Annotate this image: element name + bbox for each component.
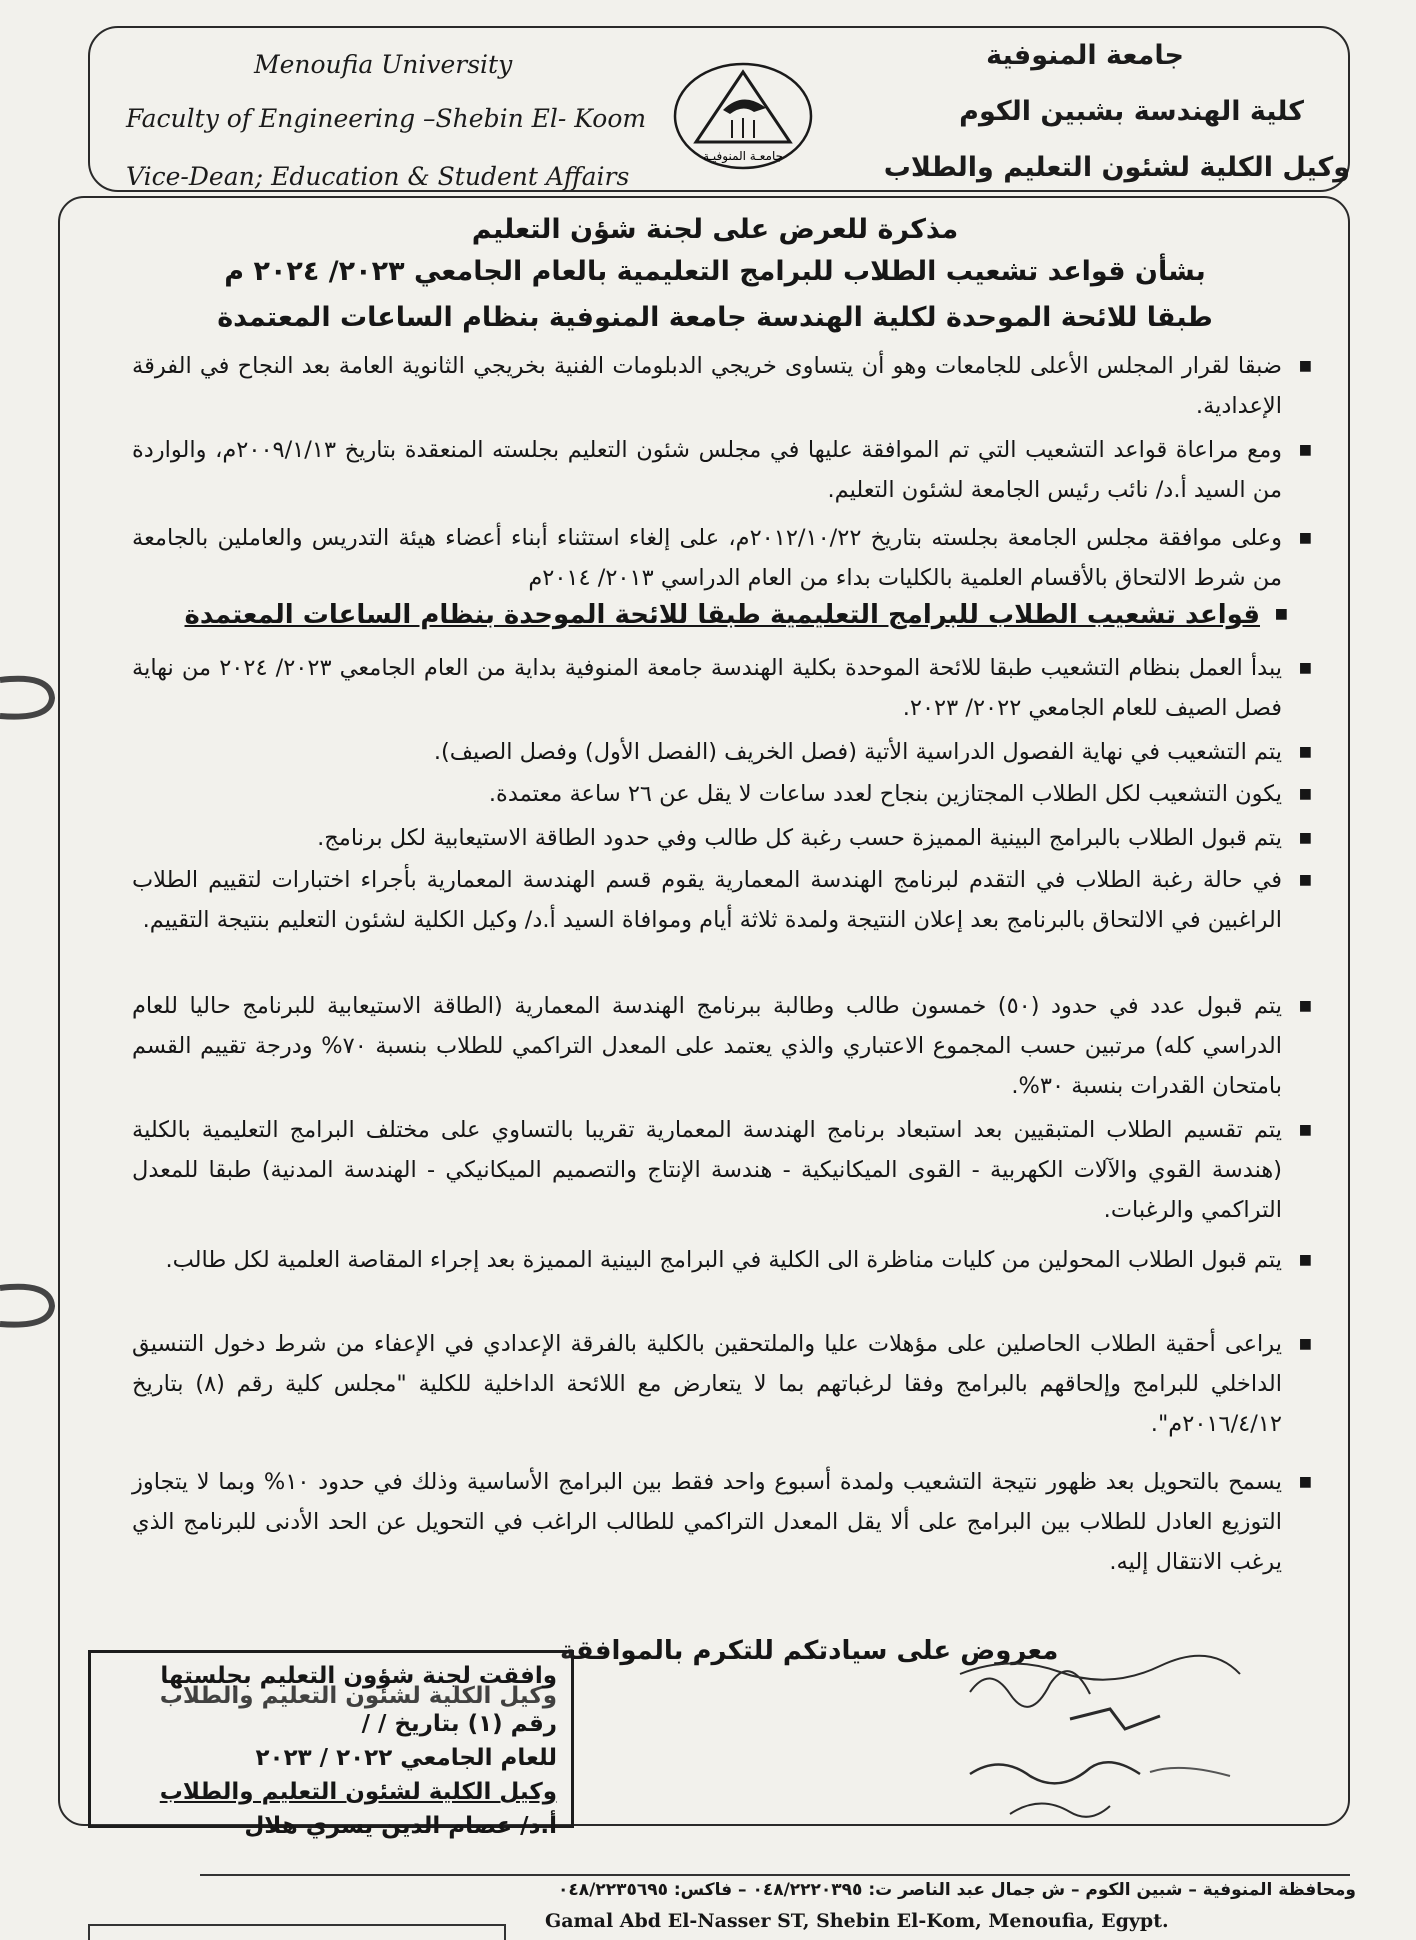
list-item: ■ يراعى أحقية الطلاب الحاصلين على مؤهلات عليا والملتحقين بالكلية بالفرقة الإعدادي في الإعفاء من شرط دخول التنسيق الداخلي للبرامج وإلحاقهم بالبرامج وفقا لرغباتهم بما لا يتعارض مع اللائحة الداخلية للكلية "مجلس كلية رقم (٨) بتاريخ ٢٠١٦/٤/١٢م". <box>132 1324 1282 1444</box>
stamp-line: رقم (١) بتاريخ / / <box>361 1711 557 1737</box>
stamp-line: أ.د/ عصام الدين يسري هلال <box>244 1813 557 1839</box>
university-name-en: Menoufia University <box>254 50 513 79</box>
university-name-ar: جامعة المنوفية <box>986 40 1184 71</box>
vice-dean-title-ar: وكيل الكلية لشئون التعليم والطلاب <box>883 152 1350 183</box>
bullet-icon: ■ <box>1298 660 1312 676</box>
bullet-icon: ■ <box>1298 830 1312 846</box>
bullet-icon: ■ <box>1298 872 1312 888</box>
bullet-icon: ■ <box>1298 442 1312 458</box>
list-item: ■ يكون التشعيب لكل الطلاب المجتازين بنجاح لعدد ساعات لا يقل عن ٢٦ ساعة معتمدة. <box>132 774 1282 814</box>
bullet-icon: ■ <box>1298 1252 1312 1268</box>
footer-divider <box>200 1874 1350 1876</box>
university-logo <box>668 60 818 180</box>
bullet-icon: ■ <box>1298 786 1312 802</box>
bullet-icon: ■ <box>1298 998 1312 1014</box>
bullet-icon: ■ <box>1298 1336 1312 1352</box>
list-item: ■ يتم قبول عدد في حدود (٥٠) خمسون طالب وطالبة ببرنامج الهندسة المعمارية (الطاقة الاستيعابية للبرنامج حاليا للعام الدراسي كله) مرتبين حسب المجموع الاعتباري والذي يعتمد على المعدل التراكمي للطلاب بنسبة ٧٠% ودرجة تقييم القسم بامتحان القدرات بنسبة ٣٠%. <box>132 986 1282 1106</box>
logo-caption: جامعـة المنوفيـة <box>702 149 784 163</box>
bullet-icon: ■ <box>1298 530 1312 546</box>
bullet-icon: ■ <box>1298 1122 1312 1138</box>
list-item: ■ ومع مراعاة قواعد التشعيب التي تم الموافقة عليها في مجلس شئون التعليم بجلسته المنعقدة بتاريخ ٢٠٠٩/١/١٣م، والواردة من السيد أ.د/ نائب رئيس الجامعة لشئون التعليم. <box>132 430 1282 510</box>
footer-box <box>88 1924 506 1940</box>
stamp-line: للعام الجامعي ٢٠٢٢ / ٢٠٢٣ <box>255 1745 557 1771</box>
faculty-name-en: Faculty of Engineering –Shebin El- Koom <box>126 104 647 133</box>
vice-dean-title-en: Vice-Dean; Education & Student Affairs <box>126 162 630 191</box>
footer-address-ar: ومحافظة المنوفية – شبين الكوم – ش جمال عبد الناصر ت: ٠٤٨/٢٢٢٠٣٩٥ – فاكس: ٠٤٨/٢٢٣٥٦٩٥ <box>558 1880 1356 1900</box>
list-item: ■ يبدأ العمل بنظام التشعيب طبقا للائحة الموحدة بكلية الهندسة جامعة المنوفية بداية من العام الجامعي ٢٠٢٣/ ٢٠٢٤ من نهاية فصل الصيف للعام الجامعي ٢٠٢٢/ ٢٠٢٣. <box>132 648 1282 728</box>
list-item: ■ ضبقا لقرار المجلس الأعلى للجامعات وهو أن يتساوى خريجي الدبلومات الفنية بخريجي الثانوية العامة بعد النجاح في الفرقة الإعدادية. <box>132 346 1282 426</box>
memo-subject-line2: طبقا للائحة الموحدة لكلية الهندسة جامعة المنوفية بنظام الساعات المعتمدة <box>217 302 1213 333</box>
memo-subject: بشأن قواعد تشعيب الطلاب للبرامج التعليمية بالعام الجامعي ٢٠٢٣/ ٢٠٢٤ م <box>224 256 1206 287</box>
list-item: ■ وعلى موافقة مجلس الجامعة بجلسته بتاريخ ٢٠١٢/١٠/٢٢م، على إلغاء استثناء أبناء أعضاء هيئة التدريس والعاملين بالجامعة من شرط الالتحاق بالأقسام العلمية بالكليات بداء من العام الدراسي ٢٠١٣/ ٢٠١٤م <box>132 518 1282 598</box>
stamp-line: وافقت لجنة شؤون التعليم بجلستها <box>160 1663 557 1689</box>
faculty-name-ar: كلية الهندسة بشبين الكوم <box>959 96 1304 127</box>
memo-title: مذكرة للعرض على لجنة شؤن التعليم <box>471 214 959 245</box>
footer-address-en: Gamal Abd El-Nasser ST, Shebin El-Kom, Menoufia, Egypt. <box>545 1910 1169 1932</box>
bullet-icon: ■ <box>1298 358 1312 374</box>
list-item: ■ يسمح بالتحويل بعد ظهور نتيجة التشعيب ولمدة أسبوع واحد فقط بين البرامج الأساسية وذلك في حدود ١٠% وبما لا يتجاوز التوزيع العادل للطلاب بين البرامج على ألا يقل المعدل التراكمي للطالب الراغب في التحويل عن الحد الأدنى للبرنامج الذي يرغب الانتقال إليه. <box>132 1462 1282 1582</box>
stamp-line: وكيل الكلية لشئون التعليم والطلاب <box>159 1683 557 1709</box>
list-item: ■ يتم قبول الطلاب المحولين من كليات مناظرة الى الكلية في البرامج البينية المميزة بعد إجراء المقاصة العلمية لكل طالب. <box>132 1240 1282 1280</box>
bullet-icon: ■ <box>1298 744 1312 760</box>
list-item: ■ يتم قبول الطلاب بالبرامج البينية المميزة حسب رغبة كل طالب وفي حدود الطاقة الاستيعابية لكل برنامج. <box>132 818 1282 858</box>
list-item: ■ يتم التشعيب في نهاية الفصول الدراسية الأتية (فصل الخريف (الفصل الأول) وفصل الصيف). <box>132 732 1282 772</box>
binder-ring-icon <box>0 670 60 724</box>
bullet-icon: ■ <box>1298 1474 1312 1490</box>
list-item: ■ يتم تقسيم الطلاب المتبقيين بعد استبعاد برنامج الهندسة المعمارية تقريبا بالتساوي على مختلف البرامج التعليمية بالكلية (هندسة القوي والآلات الكهربية - القوى الميكانيكية - هندسة الإنتاج والتصميم الميكانيكي - الهندسة المدنية) طبقا للمعدل التراكمي والرغبات. <box>132 1110 1282 1230</box>
bullet-icon: ■ <box>1274 606 1288 622</box>
closing-line: معروض على سيادتكم للتكرم بالموافقة <box>560 1636 1059 1666</box>
approval-stamp <box>88 1650 574 1839</box>
list-item: ■ في حالة رغبة الطلاب في التقدم لبرنامج الهندسة المعمارية يقوم قسم الهندسة المعمارية بأجراء اختبارات لتقييم الطلاب الراغبين في الالتحاق بالبرنامج بعد إعلان النتيجة ولمدة ثلاثة أيام وموافاة السيد أ.د/ وكيل الكلية لشئون التعليم بنتيجة التقييم. <box>132 860 1282 940</box>
stamp-line: وكيل الكلية لشئون التعليم والطلاب <box>159 1779 557 1805</box>
section-title: ■ قواعد تشعيب الطلاب للبرامج التعليمية طبقا للائحة الموحدة بنظام الساعات المعتمدة <box>184 600 1288 630</box>
signature <box>950 1644 1250 1834</box>
binder-ring-icon <box>0 1278 60 1332</box>
